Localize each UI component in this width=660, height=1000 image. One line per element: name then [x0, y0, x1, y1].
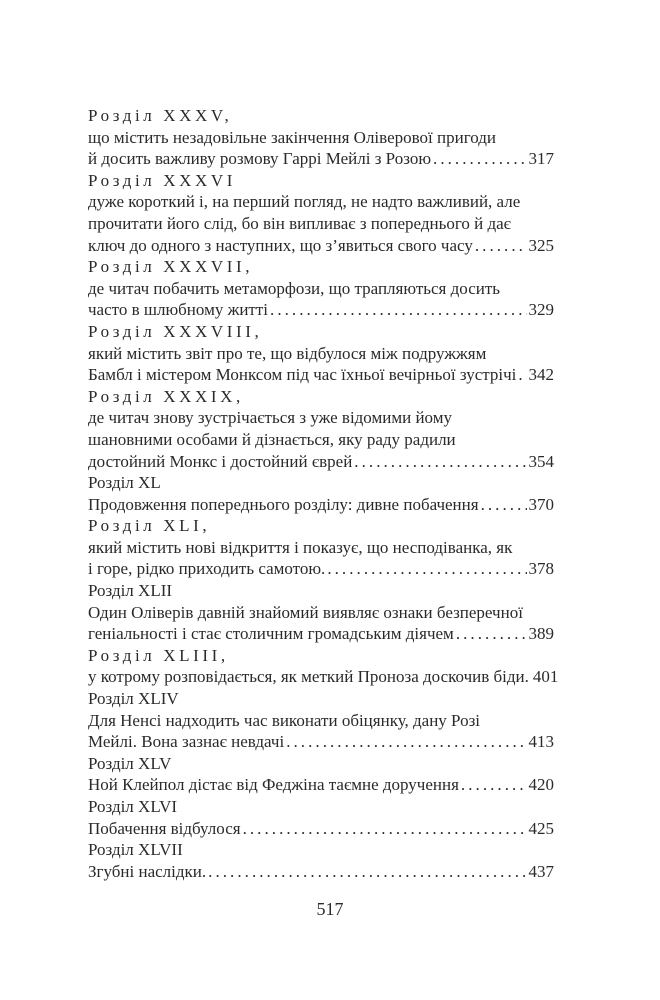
dot-leader [481, 494, 527, 516]
chapter-description-text: і горе, рідко приходить самотою. [88, 559, 326, 579]
page-reference: 325 [528, 235, 554, 255]
toc-entry [88, 256, 554, 321]
chapter-description-line: прочитати його слід, бо він випливає з попереднього й дає [88, 213, 511, 233]
page-reference: 389 [528, 624, 554, 644]
dot-leader [208, 861, 526, 883]
page-reference: 437 [528, 861, 554, 881]
chapter-description-last-line [88, 666, 559, 688]
chapter-description-line: де читач побачить метаморфози, що трапляються досить [88, 278, 501, 298]
chapter-description-text: Побачення відбулося [88, 818, 241, 838]
chapter-description-text: часто в шлюбному житті [88, 300, 269, 320]
table-of-contents [88, 105, 559, 882]
dot-leader [475, 235, 527, 257]
chapter-heading: Розділ XLI, [88, 516, 211, 536]
page-reference: 342 [528, 365, 554, 385]
chapter-heading: Розділ XLVII [88, 840, 183, 860]
chapter-description-last-line [88, 818, 554, 840]
page-reference: 425 [528, 818, 554, 838]
chapter-description-last-line [88, 774, 554, 796]
chapter-description-last-line [88, 623, 554, 645]
chapter-heading: Розділ XXXVIII, [88, 321, 263, 341]
page-reference: 354 [528, 451, 554, 471]
page-reference: 378 [528, 559, 554, 579]
page-reference: 401 [532, 667, 559, 687]
page-reference: 370 [528, 494, 554, 514]
chapter-description-text: й досить важливу розмову Гаррі Мейлі з Розою [88, 149, 432, 169]
chapter-heading: Розділ XLIV [88, 689, 179, 709]
chapter-description-text: у котрому розповідається, як меткий Проноза доскочив біди. [88, 667, 529, 687]
chapter-heading: Розділ XXXIX, [88, 386, 244, 406]
page-reference: 329 [528, 300, 554, 320]
chapter-description-line: що містить незадовільне закінчення Оліверової пригоди [88, 127, 497, 147]
toc-entry [88, 645, 559, 688]
chapter-description-text: Бамбл і містером Монксом під час їхньої вечірньої зустрічі [88, 365, 517, 385]
page-reference: 413 [528, 732, 554, 752]
dot-leader [243, 818, 527, 840]
chapter-description-text: ключ до одного з наступних, що з’явиться свого часу [88, 235, 473, 255]
dot-leader [461, 774, 527, 796]
chapter-heading: Розділ XXXVI [88, 170, 237, 190]
page-reference: 317 [528, 149, 554, 169]
toc-entry [88, 515, 554, 580]
chapter-description-text: Мейлі. Вона зазнає невдачі [88, 732, 285, 752]
chapter-heading: Розділ XXXVII, [88, 257, 254, 277]
toc-entry [88, 580, 554, 645]
chapter-description-text: Згубні наслідки. [88, 861, 207, 881]
toc-entry [88, 839, 554, 882]
chapter-description-text: Ной Клейпол дістає від Феджіна таємне доручення [88, 775, 459, 795]
chapter-description-last-line [88, 861, 554, 883]
dot-leader [518, 364, 526, 386]
chapter-heading: Розділ XLII [88, 581, 173, 601]
chapter-description-last-line [88, 299, 554, 321]
toc-entry [88, 386, 554, 472]
toc-entry [88, 688, 554, 753]
chapter-description-line: Для Ненсі надходить час виконати обіцянку, дану Розі [88, 710, 481, 730]
toc-entry [88, 796, 554, 839]
chapter-description-last-line [88, 731, 554, 753]
toc-entry [88, 753, 554, 796]
chapter-heading: Розділ XLV [88, 753, 172, 773]
toc-entry [88, 170, 554, 256]
page-reference: 420 [528, 775, 554, 795]
chapter-description-line: де читач знову зустрічається з уже відомими йому [88, 408, 452, 428]
toc-entry [88, 105, 554, 170]
chapter-description-last-line [88, 148, 554, 170]
chapter-description-line: який містить звіт про те, що відбулося між подружжям [88, 343, 487, 363]
chapter-description-line: шановними особами й дізнається, яку раду радили [88, 429, 456, 449]
dot-leader [327, 558, 526, 580]
chapter-heading: Розділ XXXV, [88, 106, 233, 125]
chapter-heading: Розділ XLVI [88, 797, 178, 816]
chapter-description-text: Продовження попереднього розділу: дивне побачення [88, 494, 479, 514]
dot-leader [270, 299, 526, 321]
dot-leader [286, 731, 526, 753]
chapter-description-text: геніальності і стає столичним громадським діячем [88, 624, 454, 644]
chapter-description-line: Один Оліверів давній знайомий виявляє ознаки безперечної [88, 602, 523, 622]
chapter-description-last-line [88, 451, 554, 473]
chapter-description-last-line [88, 558, 554, 580]
chapter-description-text: достойний Монкс і достойний єврей [88, 451, 353, 471]
chapter-heading: Розділ XLIII, [88, 645, 229, 665]
dot-leader [354, 451, 526, 473]
chapter-description-last-line [88, 364, 554, 386]
dot-leader [456, 623, 527, 645]
chapter-description-line: дуже короткий і, на перший погляд, не надто важливий, але [88, 192, 521, 212]
toc-entry [88, 472, 554, 515]
toc-entry [88, 321, 554, 386]
dot-leader [433, 148, 526, 170]
chapter-description-last-line [88, 235, 554, 257]
chapter-description-last-line [88, 494, 554, 516]
chapter-description-line: який містить нові відкриття і показує, що несподіванка, як [88, 537, 513, 557]
page-number: 517 [316, 899, 344, 919]
chapter-heading: Розділ XL [88, 473, 161, 493]
